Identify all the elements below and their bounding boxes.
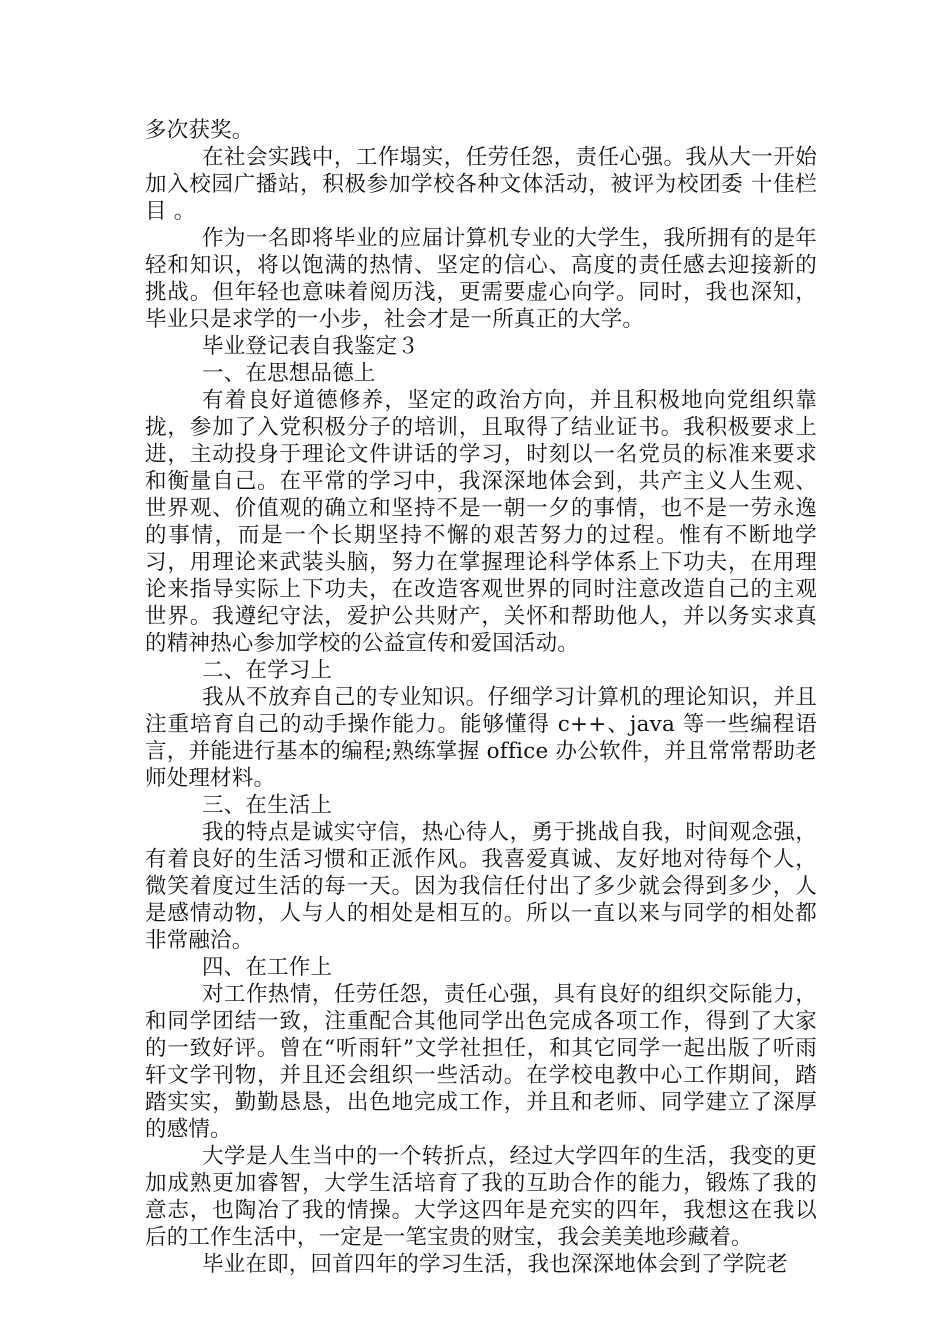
paragraph-social-practice: 在社会实践中，工作塌实，任劳任怨，责任心强。我从大一开始加入校园广播站，积极参加学校各种文体活动，被评为校团委 十佳栏目 。 <box>145 145 817 224</box>
paragraph-work: 对工作热情，任劳任怨，责任心强，具有良好的组织交际能力，和同学团结一致，注重配合其他同学出色完成各项工作，得到了大家的一致好评。曾在“听雨轩”文学社担任，和其它同学一起出版了听雨轩文学刊物，并且还会组织一些活动。在学校电教中心工作期间，踏踏实实，勤勤恳恳，出色地完成工作，并且和老师、同学建立了深厚的感情。 <box>145 982 817 1142</box>
paragraph-life: 我的特点是诚实守信，热心待人，勇于挑战自我，时间观念强，有着良好的生活习惯和正派作风。我喜爱真诚、友好地对待每个人，微笑着度过生活的每一天。因为我信任付出了多少就会得到多少，人是感情动物，人与人的相处是相互的。所以一直以来与同学的相处都非常融洽。 <box>145 820 817 953</box>
paragraph-ideology: 有着良好道德修养，坚定的政治方向，并且积极地向党组织靠拢，参加了入党积极分子的培训，且取得了结业证书。我积极要求上进，主动投身于理论文件讲话的学习，时刻以一名党员的标准来要求和衡量自己。在平常的学习中，我深深地体会到，共产主义人生观、世界观、价值观的确立和坚持不是一朝一夕的事情，也不是一劳永逸的事情，而是一个长期坚持不懈的艰苦努力的过程。惟有不断地学习，用理论来武装头脑，努力在掌握理论科学体系上下功夫，在用理论来指导实际上下功夫，在改造客观世界的同时注意改造自己的主观世界。我遵纪守法，爱护公共财产，关怀和帮助他人，并以务实求真的精神热心参加学校的公益宣传和爱国活动。 <box>145 388 817 656</box>
heading-life: 三、在生活上 <box>202 793 333 818</box>
document-body <box>145 117 817 1278</box>
paragraph-graduation: 毕业在即，回首四年的学习生活，我也深深地体会到了学院老 <box>202 1252 788 1277</box>
paragraph-study: 我从不放弃自己的专业知识。仔细学习计算机的理论知识，并且注重培育自己的动手操作能力。能够懂得 c++、java 等一些编程语言，并能进行基本的编程;熟练掌握 office 办公软件，并且常常帮助老师处理材料。 <box>145 685 817 791</box>
paragraph-university: 大学是人生当中的一个转折点，经过大学四年的生活，我变的更加成熟更加睿智，大学生活培育了我的互助合作的能力，锻炼了我的意志，也陶冶了我的情操。大学这四年是充实的四年，我想这在我以后的工作生活中，一定是一笔宝贵的财宝，我会美美地珍藏着。 <box>145 1144 817 1250</box>
paragraph-continuation: 多次获奖。 <box>145 118 254 143</box>
heading-ideology: 一、在思想品德上 <box>202 361 376 386</box>
paragraph-graduate-outlook: 作为一名即将毕业的应届计算机专业的大学生，我所拥有的是年轻和知识，将以饱满的热情、坚定的信心、高度的责任感去迎接新的挑战。但年轻也意味着阅历浅，更需要虚心向学。同时，我也深知，毕业只是求学的一小步，社会才是一所真正的大学。 <box>145 226 817 332</box>
heading-study: 二、在学习上 <box>202 658 333 683</box>
heading-work: 四、在工作上 <box>202 955 333 980</box>
section-title: 毕业登记表自我鉴定３ <box>202 334 420 359</box>
